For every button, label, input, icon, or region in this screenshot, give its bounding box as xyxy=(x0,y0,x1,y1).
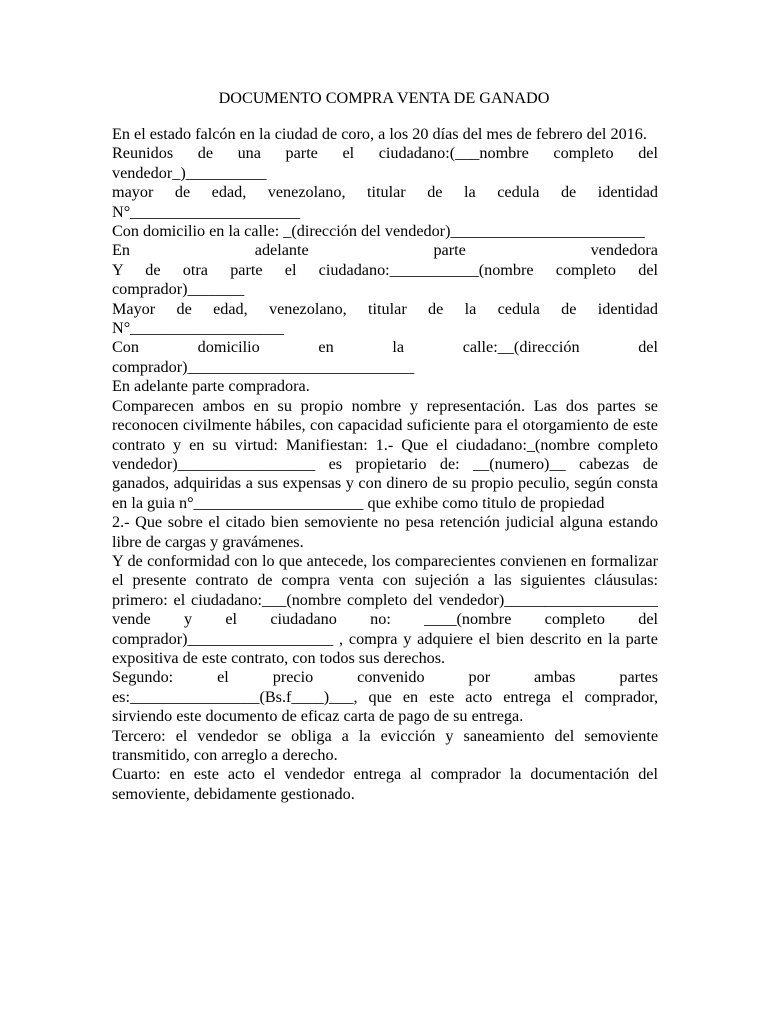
paragraph-seller-address: Con domicilio en la calle: _(dirección del vendedor)________________________ xyxy=(112,222,645,241)
paragraph-seller-name: Reunidos de una parte el ciudadano:(___nombre completo del vendedor_)__________ xyxy=(112,144,658,182)
paragraph-clause-second: Segundo: el precio convenido por ambas partes es:________________(Bs.f____)___, que en este acto entrega el comprador, sirviendo este documento de eficaz carta de pago de su entrega. xyxy=(112,668,658,726)
paragraph-buyer-address: Con domicilio en la calle:__(dirección del comprador)____________________________ xyxy=(112,338,658,376)
paragraph-buyer-party: En adelante parte compradora. xyxy=(112,377,310,396)
paragraph-conformity: Y de conformidad con lo que antecede, los comparecientes convienen en formalizar el presente contrato de compra venta con sujeción a las siguientes cláusulas: xyxy=(112,551,658,590)
paragraph-buyer-name: Y de otra parte el ciudadano:___________(nombre completo del comprador)_______ xyxy=(112,260,658,299)
document-title: DOCUMENTO COMPRA VENTA DE GANADO xyxy=(218,89,550,107)
paragraph-seller-party: En adelante parte vendedora xyxy=(112,241,658,260)
paragraph-clause-fourth: Cuarto: en este acto el vendedor entrega al comprador la documentación del semoviente, debidamente gestionado. xyxy=(112,765,658,803)
document-body xyxy=(112,125,658,804)
paragraph-no-liens: 2.- Que sobre el citado bien semoviente no pesa retención judicial alguna estando libre de cargas y gravámenes. xyxy=(112,513,658,551)
paragraph-clause-first: primero: el ciudadano:___(nombre completo del vendedor)___________________ vende y el ciudadano no: ____(nombre completo del comprador)__________________ , compra y adquiere el bien descrito en la parte expositiva de este contrato, con todos sus derechos. xyxy=(112,590,658,667)
paragraph-buyer-id: Mayor de edad, venezolano, titular de la cedula de identidad N°___________________ xyxy=(112,299,658,338)
paragraph-date: En el estado falcón en la ciudad de coro, a los 20 días del mes de febrero del 2016. xyxy=(112,125,647,143)
paragraph-seller-id: mayor de edad, venezolano, titular de la cedula de identidad N°_____________________ xyxy=(112,183,658,221)
paragraph-clause-third: Tercero: el vendedor se obliga a la evicción y saneamiento del semoviente transmitido, con arreglo a derecho. xyxy=(112,726,658,764)
paragraph-appearance: Comparecen ambos en su propio nombre y representación. Las dos partes se reconocen civilmente hábiles, con capacidad suficiente para el otorgamiento de este contrato y en su virtud: Manifiestan: 1.- Que el ciudadano:_(nombre completo vendedor)_________________ es propietario de: __(numero)__ cabezas de ganados, adquiridas a sus expensas y con dinero de su propio peculio, según consta en la guia n°_____________________ que exhibe como titulo de propiedad xyxy=(112,396,658,512)
